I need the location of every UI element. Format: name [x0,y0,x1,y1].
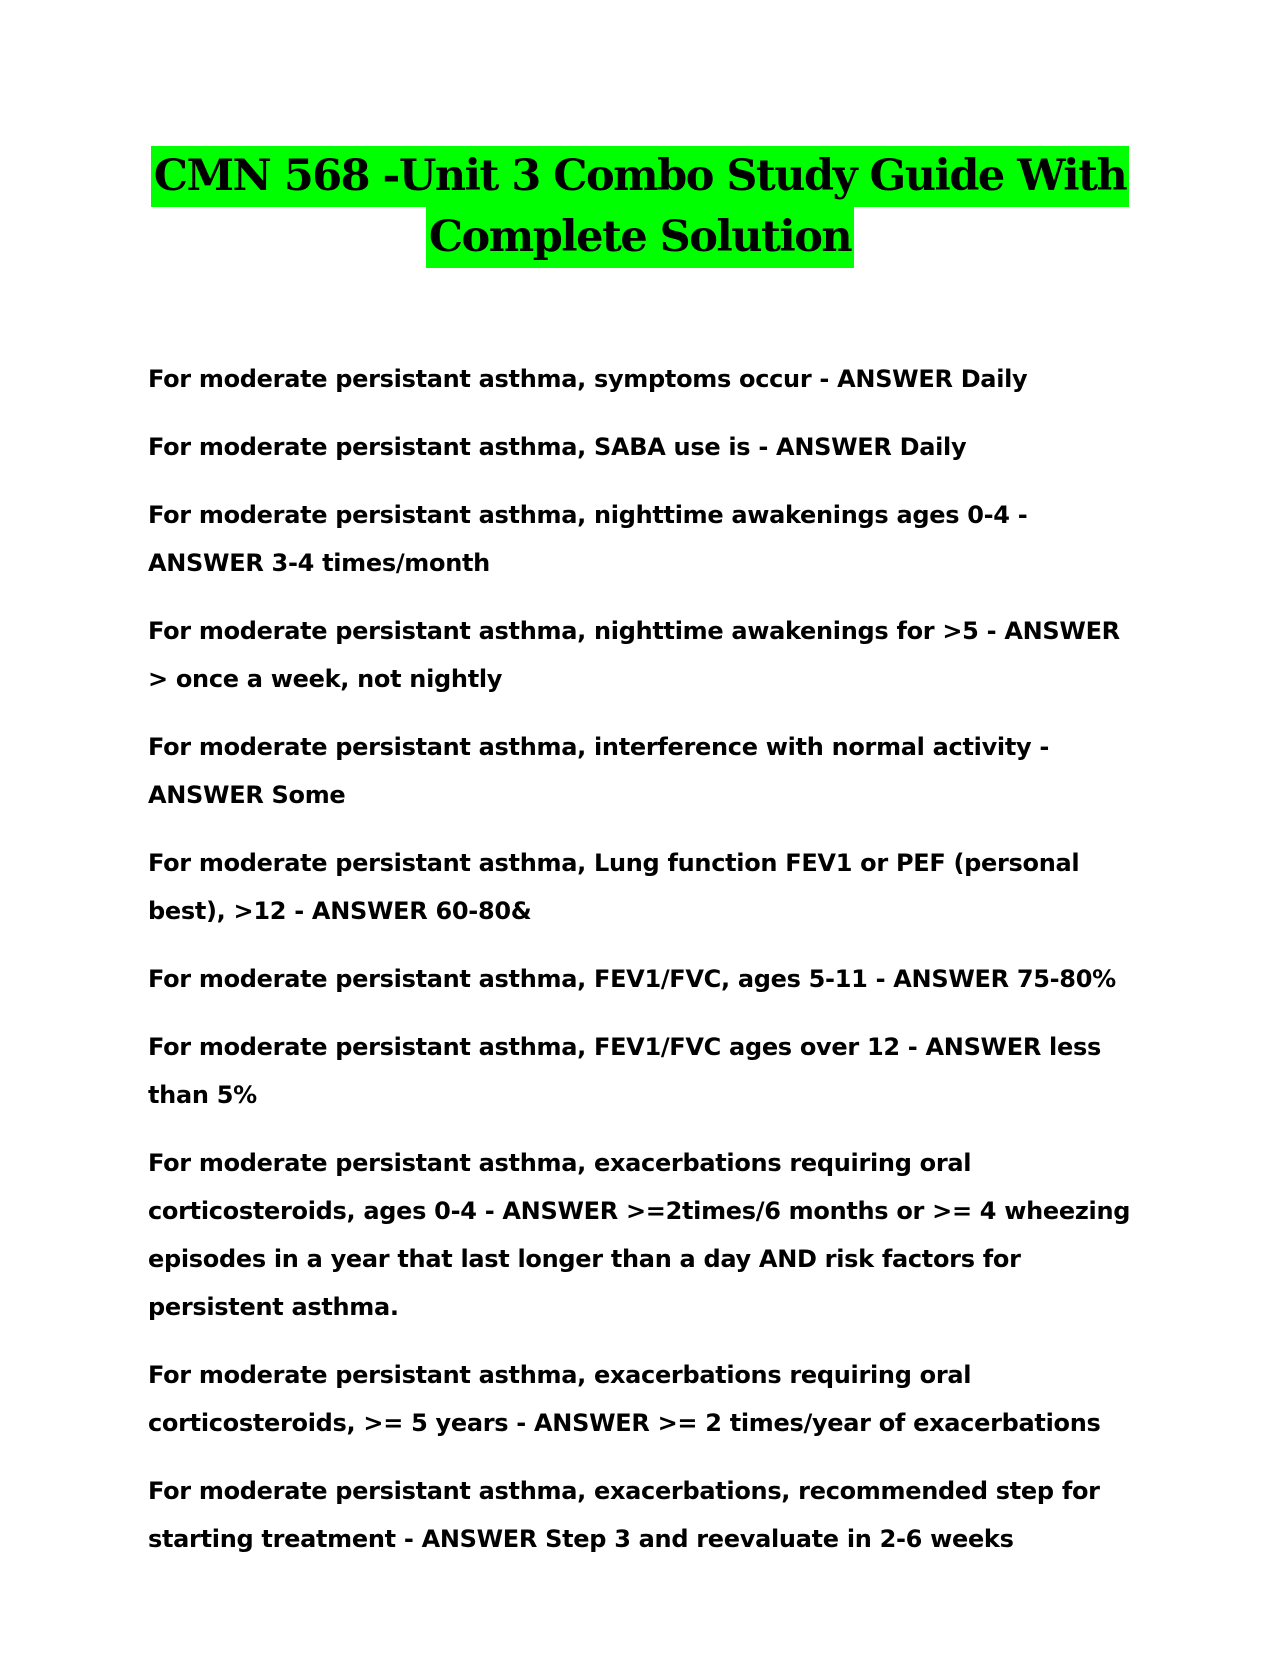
qa-item: For moderate persistant asthma, FEV1/FVC ages over 12 - ANSWER less than 5% [148,1033,1101,1109]
qa-item: For moderate persistant asthma, Lung function FEV1 or PEF (personal best), >12 - ANSWER 60-80& [148,849,1080,925]
qa-item: For moderate persistant asthma, exacerbations requiring oral corticosteroids, >= 5 years - ANSWER >= 2 times/year of exacerbations [148,1361,1101,1437]
qa-item: For moderate persistant asthma, FEV1/FVC, ages 5-11 - ANSWER 75-80% [148,965,1116,993]
qa-item: For moderate persistant asthma, nighttime awakenings for >5 - ANSWER > once a week, not nightly [148,617,1120,693]
qa-item: For moderate persistant asthma, exacerbations requiring oral corticosteroids, ages 0-4 - ANSWER >=2times/6 months or >= 4 wheezing episodes in a year that last longer than a day AND risk factors for persistent asthma. [148,1149,1131,1321]
qa-list [148,355,1138,1583]
qa-item: For moderate persistant asthma, interference with normal activity - ANSWER Some [148,733,1050,809]
qa-item: For moderate persistant asthma, SABA use is - ANSWER Daily [148,433,967,461]
title-line-2: Complete Solution [426,207,854,268]
document-title [0,146,1280,268]
qa-item: For moderate persistant asthma, nighttime awakenings ages 0-4 - ANSWER 3-4 times/month [148,501,1028,577]
qa-item: For moderate persistant asthma, symptoms occur - ANSWER Daily [148,365,1028,393]
title-line-1: CMN 568 -Unit 3 Combo Study Guide With [151,146,1130,207]
qa-item: For moderate persistant asthma, exacerbations, recommended step for starting treatment - ANSWER Step 3 and reevaluate in 2-6 weeks [148,1477,1100,1553]
